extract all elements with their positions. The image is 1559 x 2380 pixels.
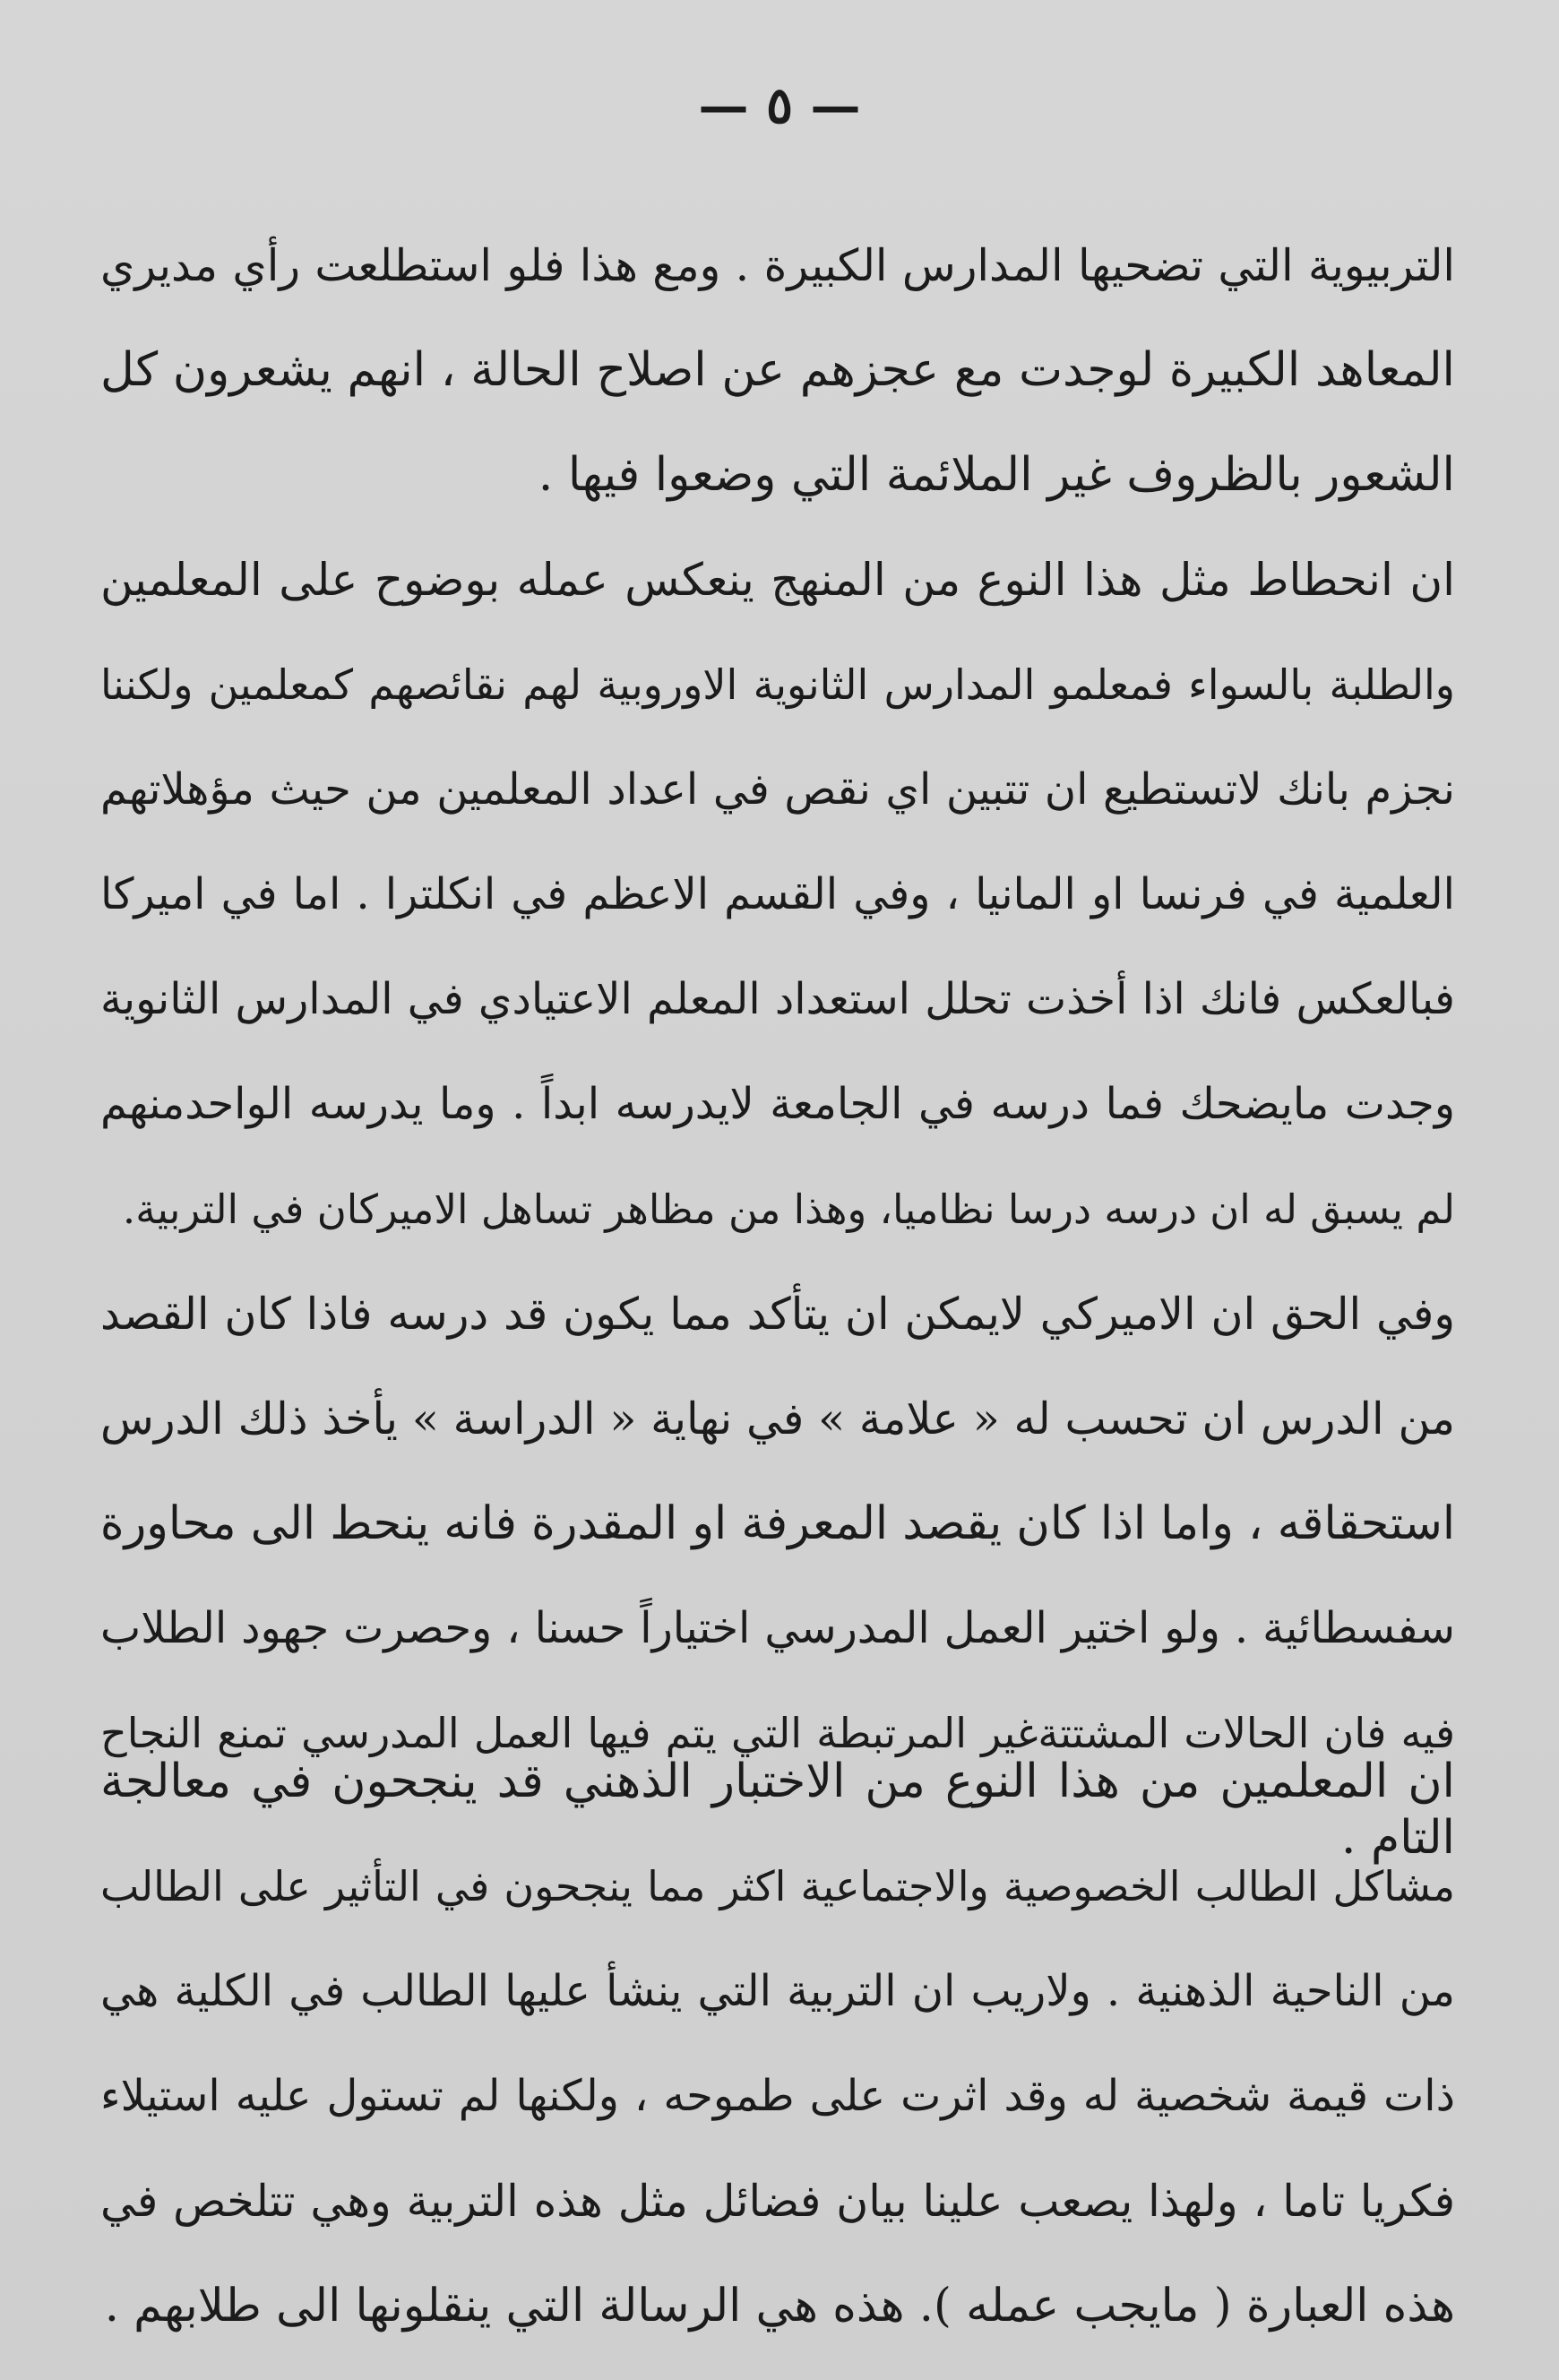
text-line: من الدرس ان تحسب له « علامة » في نهاية « الدراسة » يأخذ ذلك الدرس xyxy=(100,1393,1456,1444)
text-line: فبالعكس فانك اذا أخذت تحلل استعداد المعلم الاعتيادي في المدارس الثانوية xyxy=(100,974,1455,1024)
text-line: استحقاقه ، واما اذا كان يقصد المعرفة او المقدرة فانه ينحط الى محاورة xyxy=(99,1497,1455,1550)
text-line: مشاكل الطالب الخصوصية والاجتماعية اكثر مما ينجحون في التأثير على الطالب xyxy=(100,1862,1455,1910)
text-line: سفسطائية . ولو اختير العمل المدرسي اختياراً حسنا ، وحصرت جهود الطلاب xyxy=(100,1603,1455,1653)
text-line: ان المعلمين من هذا النوع من الاختبار الذهني قد ينجحون في معالجة xyxy=(100,1755,1455,1808)
page-number: — ٥ — xyxy=(698,76,861,135)
text-line: العلمية في فرنسا او المانيا ، وفي القسم الاعظم في انكلترا . اما في اميركا xyxy=(100,869,1455,919)
text-line: فيه فان الحالات المشتتةغير المرتبطة التي يتم فيها العمل المدرسي تمنع النجاح xyxy=(100,1709,1455,1757)
text-line: والطلبة بالسواء فمعلمو المدارس الثانوية الاوروبية لهم نقائصهم كمعلمين ولكننا xyxy=(100,660,1456,709)
text-line: الشعور بالظروف غير الملائمة التي وضعوا فيها . xyxy=(538,448,1455,502)
text-line: من الناحية الذهنية . ولاريب ان التربية التي ينشأ عليها الطالب في الكلية هي xyxy=(100,1966,1455,2016)
text-line: فكريا تاما ، ولهذا يصعب علينا بيان فضائل مثل هذه التربية وهي تتلخص في xyxy=(100,2176,1455,2227)
text-line: ذات قيمة شخصية له وقد اثرت على طموحه ، ولكنها لم تستول عليه استيلاء xyxy=(100,2071,1455,2121)
text-line: وفي الحق ان الاميركي لايمكن ان يتأكد مما يكون قد درسه فاذا كان القصد xyxy=(100,1289,1455,1340)
text-line: المعاهد الكبيرة لوجدت مع عجزهم عن اصلاح الحالة ، انهم يشعرون كل xyxy=(100,343,1455,397)
text-line: وجدت مايضحك فما درسه في الجامعة لايدرسه ابداً . وما يدرسه الواحدمنهم xyxy=(100,1079,1455,1129)
text-line: ان انحطاط مثل هذا النوع من المنهج ينعكس عمله بوضوح على المعلمين xyxy=(100,554,1455,606)
text-block-upper xyxy=(100,213,1455,1891)
text-line: لم يسبق له ان درسه درسا نظاميا، وهذا من مظاهر تساهل الاميركان في التربية. xyxy=(122,1186,1455,1233)
text-block-lower xyxy=(100,1729,1455,2358)
text-line: التربيوية التي تضحيها المدارس الكبيرة . ومع هذا فلو استطلعت رأي مديري xyxy=(100,240,1455,291)
text-line: نجزم بانك لاتستطيع ان تتبين اي نقص في اعداد المعلمين من حيث مؤهلاتهم xyxy=(100,764,1455,815)
text-line: هذه العبارة ( مايجب عمله ). هذه هي الرسالة التي ينقلونها الى طلابهم . xyxy=(104,2280,1455,2333)
text-line: التام . xyxy=(1340,1811,1455,1865)
